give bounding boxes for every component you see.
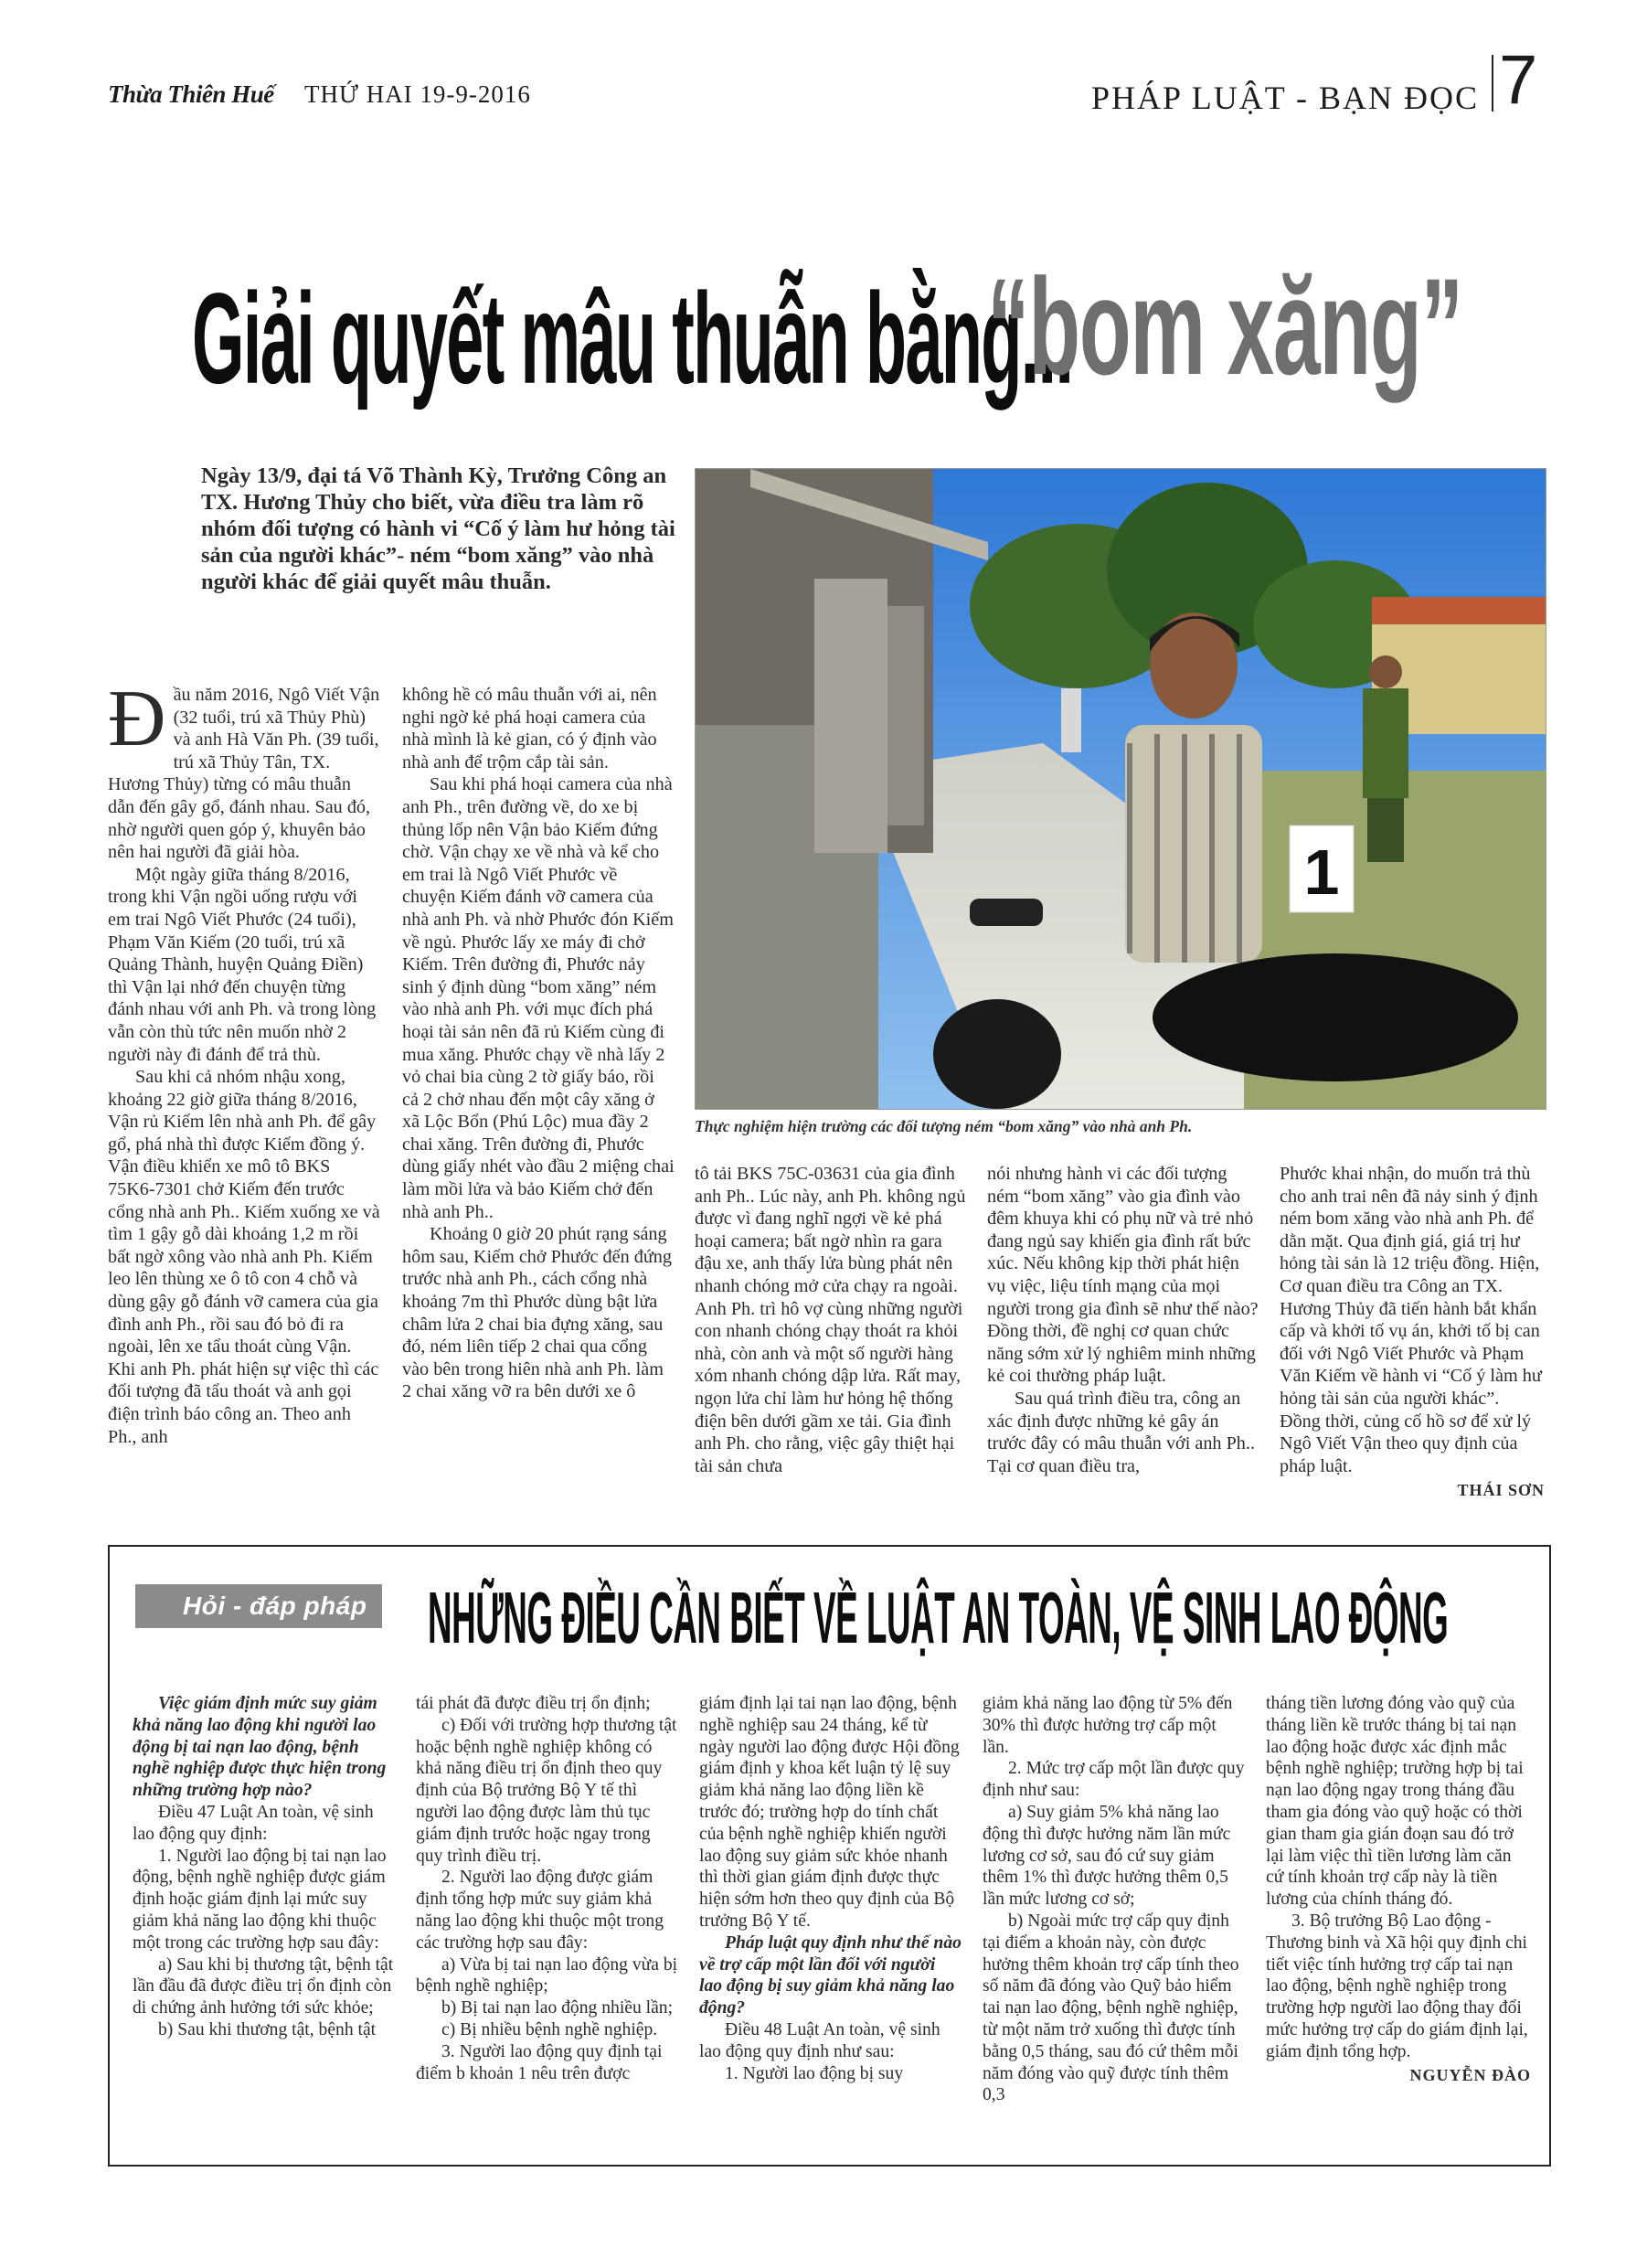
qa-paragraph: 2. Người lao động được giám định tổng hợp mức suy giảm khả năng lao động khi thuộc một trong các trường hợp sau đây: xyxy=(416,1868,664,1953)
qa-paragraph: 2. Mức trợ cấp một lần được quy định như sau: xyxy=(983,1759,1245,1801)
qa-paragraph: a) Sau khi bị thương tật, bệnh tật lần đầu đã được điều trị ổn định còn di chứng ảnh hưởng tới sức khỏe; xyxy=(133,1954,394,2018)
headline-highlight: “bom xăng” xyxy=(987,250,1462,403)
qa-paragraph: 1. Người lao động bị tai nạn lao động, bệnh nghề nghiệp được giám định hoặc giám định lại mức suy giảm khả năng lao động khi thuộc một trong các trường hợp sau đây: xyxy=(133,1846,387,1953)
article-column-4 xyxy=(987,1163,1259,1477)
qa-paragraph: c) Đối với trường hợp thương tật hoặc bệnh nghề nghiệp không có khả năng điều trị ổn định theo quy định của Bộ trưởng Bộ Y tế thì người lao động được làm thủ tục giám định trước hoặc ngay trong quy trình điều trị. xyxy=(416,1715,677,1866)
issue-date: THỨ HAI 19-9-2016 xyxy=(304,80,531,108)
scene-illustration xyxy=(696,469,1546,1109)
qa-paragraph: a) Suy giảm 5% khả năng lao động thì được hưởng năm lần mức lương cơ sở, sau đó cứ suy giảm thêm 1% thì được hưởng thêm 0,5 lần mức lương cơ sở; xyxy=(983,1802,1231,1910)
section-title: PHÁP LUẬT - BẠN ĐỌC xyxy=(1091,80,1480,116)
qa-paragraph: c) Bị nhiều bệnh nghề nghiệp. xyxy=(441,2019,658,2039)
qa-paragraph: a) Vừa bị tai nạn lao động vừa bị bệnh nghề nghiệp; xyxy=(416,1954,678,1996)
qa-column-4 xyxy=(983,1693,1246,2106)
qa-paragraph: b) Ngoài mức trợ cấp quy định tại điểm a khoản này, còn được hưởng thêm khoản trợ cấp tính theo số năm đã đóng vào Quỹ bảo hiểm tai nạn lao động, bệnh nghề nghiệp, từ một năm trở xuống thì được tính bằng 0,5 tháng, sau đó cứ thêm mỗi năm đóng vào quỹ được tính thêm 0,3 xyxy=(983,1911,1239,2105)
article-paragraph: Phước khai nhận, do muốn trả thù cho anh trai nên đã nảy sinh ý định ném bom xăng vào nhà anh Ph. để dằn mặt. Qua định giá, giá trị hư hỏng tài sản là 12 triệu đồng. Hiện, Cơ quan điều tra Công an TX. Hương Thủy đã tiến hành bắt khẩn cấp và khởi tố vụ án, khởi tố bị can đối với Ngô Viết Phước và Phạm Văn Kiếm về hành vi “Cố ý làm hư hỏng tài sản của người khác”. Đồng thời, củng cố hồ sơ để xử lý Ngô Viết Vận theo quy định của pháp luật. xyxy=(1280,1164,1542,1476)
headline-main: Giải quyết mâu thuẫn bằng... xyxy=(192,266,1073,410)
newspaper-name: Thừa Thiên Huế xyxy=(108,80,274,108)
qa-paragraph: b) Bị tai nạn lao động nhiều lần; xyxy=(441,1998,674,2018)
article-column-1 xyxy=(108,675,380,1448)
article-column-3 xyxy=(695,1163,967,1477)
qa-paragraph: tháng tiền lương đóng vào quỹ của tháng liền kề trước tháng bị tai nạn lao động hoặc được xác định mắc bệnh nghề nghiệp; trường hợp bị tai nạn lao động ngay trong tháng đầu tham gia đóng vào quỹ hoặc có thời gian tham gia gián đoạn sau đó trở lại làm việc thì tiền lương làm căn cứ tính khoản trợ cấp này là tiền lương của chính tháng đó. xyxy=(1266,1694,1524,1910)
article-lead: Ngày 13/9, đại tá Võ Thành Kỳ, Trưởng Công an TX. Hương Thủy cho biết, vừa điều tra làm rõ nhóm đối tượng có hành vi “Cố ý làm hư hỏng tài sản của người khác”- ném “bom xăng” vào nhà người khác để giải quyết mâu thuẫn. xyxy=(201,463,675,594)
evidence-number-card: 1 xyxy=(1303,836,1340,908)
qa-paragraph: 3. Người lao động quy định tại điểm b khoản 1 nêu trên được xyxy=(416,2041,663,2083)
header-divider xyxy=(1492,55,1493,112)
article-headline xyxy=(192,250,1647,410)
qa-question: Pháp luật quy định như thế nào về trợ cấp một lần đối với người lao động bị suy giảm khả năng lao động? xyxy=(699,1933,962,2018)
qa-tag: Hỏi - đáp pháp luật xyxy=(135,1584,382,1628)
qa-column-3 xyxy=(699,1693,962,2084)
photo-caption: Thực nghiệm hiện trường các đối tượng ném “bom xăng” vào nhà anh Ph. xyxy=(695,1117,1193,1135)
article-paragraph: Sau quá trình điều tra, công an xác định được những kẻ gây án trước đây có mâu thuẫn với anh Ph.. Tại cơ quan điều tra, xyxy=(987,1388,1255,1476)
qa-paragraph: giảm khả năng lao động từ 5% đến 30% thì được hưởng trợ cấp một lần. xyxy=(983,1694,1233,1757)
qa-paragraph: 3. Bộ trưởng Bộ Lao động - Thương binh và Xã hội quy định chi tiết việc tính hưởng trợ cấp tai nạn lao động, bệnh nghề nghiệp trong trường hợp người lao động thay đổi mức hưởng trợ cấp do giám định lại, giám định tổng hợp. xyxy=(1266,1911,1528,2061)
qa-title: NHỮNG ĐIỀU CẦN BIẾT VỀ LUẬT AN TOÀN, VỆ SINH LAO ĐỘNG xyxy=(428,1577,1449,1658)
qa-author: NGUYỄN ĐÀO xyxy=(1409,2065,1531,2084)
qa-paragraph: tái phát đã được điều trị ổn định; xyxy=(416,1694,651,1713)
article-column-5 xyxy=(1280,1163,1545,1502)
article-paragraph: tô tải BKS 75C-03631 của gia đình anh Ph.. Lúc này, anh Ph. không ngủ được vì đang nghĩ ngợi về kẻ phá hoại camera; bất ngờ nhìn ra gara đậu xe, anh thấy lửa bùng phát nên nhanh chóng mở cửa chạy ra ngoài. Anh Ph. trì hô vợ cùng những người con nhanh chóng chạy thoát ra khỏi nhà, còn anh và một số người hàng xóm nhanh chóng dập lửa. Rất may, ngọn lửa chỉ làm hư hỏng hệ thống điện bên dưới gầm xe tải. Gia đình anh Ph. cho rằng, việc gây thiệt hại tài sản chưa xyxy=(695,1164,966,1476)
article-paragraph: không hề có mâu thuẫn với ai, nên nghi ngờ kẻ phá hoại camera của nhà mình là kẻ gian, có ý định vào nhà anh để trộm cắp tài sản. xyxy=(402,685,657,772)
qa-paragraph: Điều 47 Luật An toàn, vệ sinh lao động quy định: xyxy=(133,1802,374,1844)
qa-paragraph: giám định lại tai nạn lao động, bệnh nghề nghiệp sau 24 tháng, kể từ ngày người lao động được Hội đồng giám định y khoa kết luận tỷ lệ suy giảm khả năng lao động liền kề trước đó; trường hợp do tính chất của bệnh nghề nghiệp khiến người lao động suy giảm sức khỏe nhanh thì thời gian giám định được thực hiện sớm hơn theo quy định của Bộ trưởng Bộ Y tế. xyxy=(699,1694,960,1931)
article-paragraph: Sau khi phá hoại camera của nhà anh Ph., trên đường về, do xe bị thủng lốp nên Vận bảo Kiếm đứng chờ. Vận chạy xe về nhà và kể cho em trai là Ngô Viết Phước về chuyện Kiếm đánh vỡ camera của nhà anh Ph. và nhờ Phước đón Kiếm về ngủ. Phước lấy xe máy đi chở Kiếm. Trên đường đi, Phước nảy sinh ý định dùng “bom xăng” ném vào nhà anh Ph. với mục đích phá hoại tài sản nên đã rủ Kiếm cùng đi mua xăng. Phước chạy về nhà lấy 2 vỏ chai bia cùng 2 tờ giấy báo, rồi cả 2 chở nhau đến một cây xăng ở xã Lộc Bổn (Phú Lộc) mua đầy 2 chai xăng. Trên đường đi, Phước dùng giấy nhét vào đầu 2 miệng chai làm mồi lửa và bảo Kiếm chở đến nhà anh Ph.. xyxy=(402,774,675,1222)
qa-column-5 xyxy=(1266,1693,1531,2086)
qa-paragraph: 1. Người lao động bị suy xyxy=(725,2063,904,2083)
article-column-2 xyxy=(402,684,675,1403)
qa-paragraph: b) Sau khi thương tật, bệnh tật xyxy=(158,2019,377,2039)
article-paragraph: nói nhưng hành vi các đối tượng ném “bom xăng” vào gia đình vào đêm khuya khi có phụ nữ và trẻ nhỏ đang ngủ say khiến gia đình rất bức xúc. Nếu không kịp thời phát hiện vụ việc, liệu tính mạng của mọi người trong gia đình sẽ như thế nào? Đồng thời, đề nghị cơ quan chức năng sớm xử lý nghiêm minh những kẻ coi thường pháp luật. xyxy=(987,1164,1259,1387)
drop-cap: Đ xyxy=(108,675,166,763)
qa-paragraph: Điều 48 Luật An toàn, vệ sinh lao động quy định như sau: xyxy=(699,2019,940,2061)
article-paragraph: Khoảng 0 giờ 20 phút rạng sáng hôm sau, Kiếm chở Phước đến đứng trước nhà anh Ph., cách cổng nhà khoảng 7m thì Phước dùng bật lửa châm lửa 2 chai bia đựng xăng, sau đó, ném liên tiếp 2 chai qua cổng vào bên trong hiên nhà anh Ph. làm 2 chai xăng vỡ ra bên dưới xe ô xyxy=(402,1224,672,1402)
article-author: THÁI SƠN xyxy=(1457,1481,1545,1500)
qa-column-1 xyxy=(133,1693,396,2041)
article-paragraph: Sau khi cả nhóm nhậu xong, khoảng 22 giờ giữa tháng 8/2016, Vận rủ Kiếm lên nhà anh Ph. để gây gổ, phá nhà thì được Kiếm đồng ý. Vận điều khiển xe mô tô BKS 75K6-7301 chở Kiếm đến trước cổng nhà anh Ph.. Kiếm xuống xe và tìm 1 gậy gỗ dài khoảng 1,2 m rồi bất ngờ xông vào nhà anh Ph. Kiếm leo lên thùng xe ô tô con 4 chỗ và dùng gậy gỗ đánh vỡ camera của gia đình anh Ph., rồi sau đó bỏ đi ra ngoài, lên xe tẩu thoát cùng Vận. Khi anh Ph. phát hiện sự việc thì các đối tượng đã tẩu thoát và anh gọi điện trình báo công an. Theo anh Ph., anh xyxy=(108,1067,380,1447)
article-paragraph: ầu năm 2016, Ngô Viết Vận (32 tuổi, trú xã Thủy Phù) và anh Hà Văn Ph. (39 tuổi, trú xã Thủy Tân, TX. Hương Thủy) từng có mâu thuẫn dẫn đến gây gổ, đánh nhau. Sau đó, nhờ người quen góp ý, khuyên bảo nên hai người đã giải hòa. xyxy=(108,685,380,863)
article-photo xyxy=(695,468,1546,1110)
article-paragraph: Một ngày giữa tháng 8/2016, trong khi Vận ngồi uống rượu với em trai Ngô Viết Phước (24 tuổi), Phạm Văn Kiếm (20 tuổi, trú xã Quảng Thành, huyện Quảng Điền) thì Vận lại nhớ đến chuyện từng đánh nhau với anh Ph. và trong lòng vẫn còn thù tức nên muốn nhờ 2 người này đi đánh để trả thù. xyxy=(108,864,377,1065)
page-number: 7 xyxy=(1499,41,1538,119)
qa-column-2 xyxy=(416,1693,679,2084)
qa-question: Việc giám định mức suy giảm khả năng lao động khi người lao động bị tai nạn lao động, bệnh nghề nghiệp được thực hiện trong những trường hợp nào? xyxy=(133,1694,387,1801)
